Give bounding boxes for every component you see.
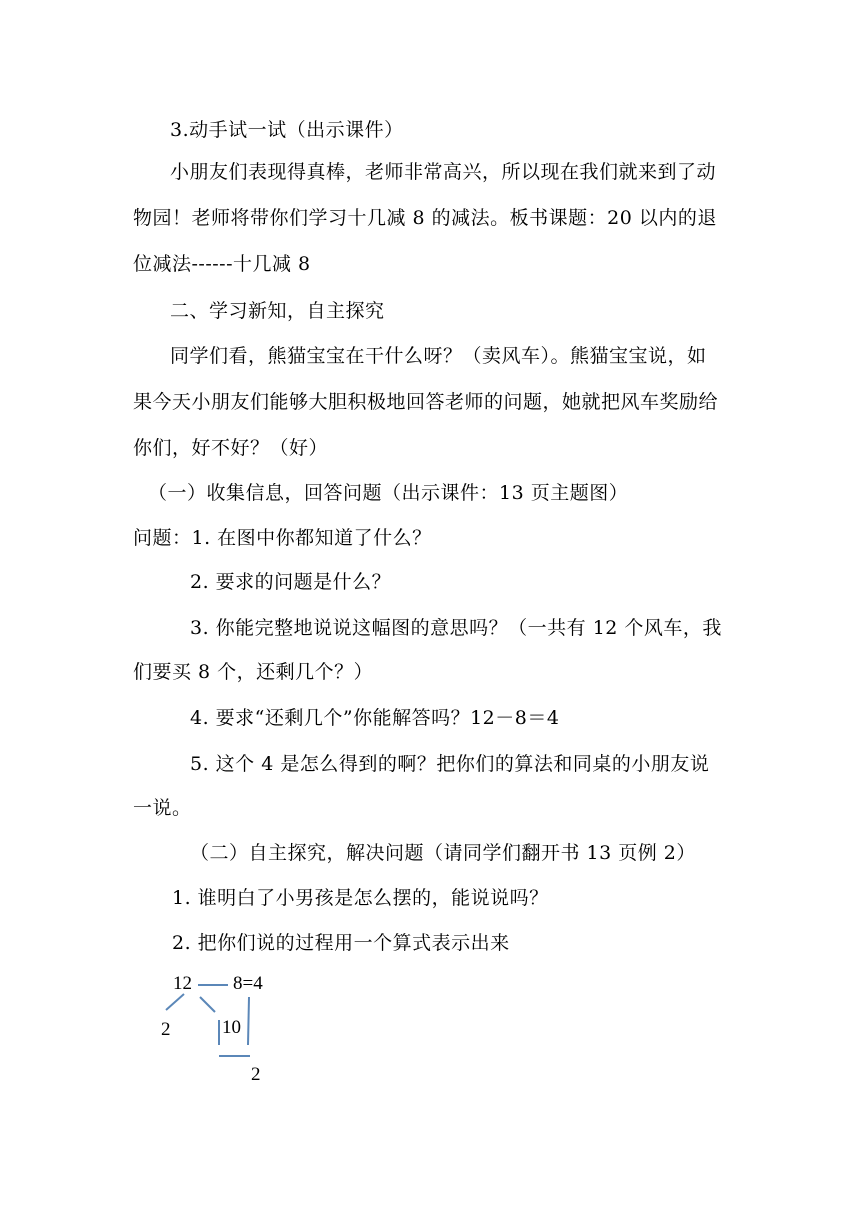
diagram-result-part: 2 [251,1064,261,1085]
diagram-equation: 8=4 [233,973,263,994]
paragraph-line: 果今天小朋友们能够大胆积极地回答老师的问题，她就把风车奖励给 [133,391,719,413]
paragraph-line: 你们，好不好？（好） [133,437,329,459]
question-item: 5. 这个 4 是怎么得到的啊？把你们的算法和同桌的小朋友说 [190,753,710,775]
diagram-split-left: 2 [161,1019,171,1040]
question-item: 4. 要求“还剩几个”你能解答吗？12－8＝4 [190,707,560,729]
question-item: 们要买 8 个，还剩几个？） [133,661,374,683]
question-item: 一说。 [133,797,192,819]
diagram-minuend: 12 [173,973,192,994]
paragraph-line: 同学们看，熊猫宝宝在干什么呀？（卖风车）。熊猫宝宝说，如 [170,345,707,367]
explore-item: 2. 把你们说的过程用一个算式表示出来 [172,932,510,954]
paragraph-line: 小朋友们表现得真棒，老师非常高兴，所以现在我们就来到了动 [170,161,717,183]
connector-eight-vertical [248,997,249,1045]
connector-split-right [200,997,215,1012]
explore-item: 1. 谁明白了小男孩是怎么摆的，能说说吗？ [172,887,549,909]
diagram-split-right: 10 [222,1017,241,1038]
question-item: 3. 你能完整地说说这幅图的意思吗？（一共有 12 个风车，我 [190,617,722,639]
question-item: 问题：1. 在图中你都知道了什么？ [133,527,432,549]
paragraph-line: 物园！老师将带你们学习十几减 8 的减法。板书课题：20 以内的退 [133,207,717,229]
connector-split-left [166,994,184,1010]
step-heading: 3.动手试一试（出示课件） [170,119,404,141]
subsection-heading: （一）收集信息，回答问题（出示课件：13 页主题图） [148,482,629,504]
paragraph-line: 位减法------十几减 8 [133,253,311,275]
question-item: 2. 要求的问题是什么？ [190,571,392,593]
subsection-heading: （二）自主探究，解决问题（请同学们翻开书 13 页例 2） [190,842,696,864]
section-heading: 二、学习新知，自主探究 [170,300,385,322]
